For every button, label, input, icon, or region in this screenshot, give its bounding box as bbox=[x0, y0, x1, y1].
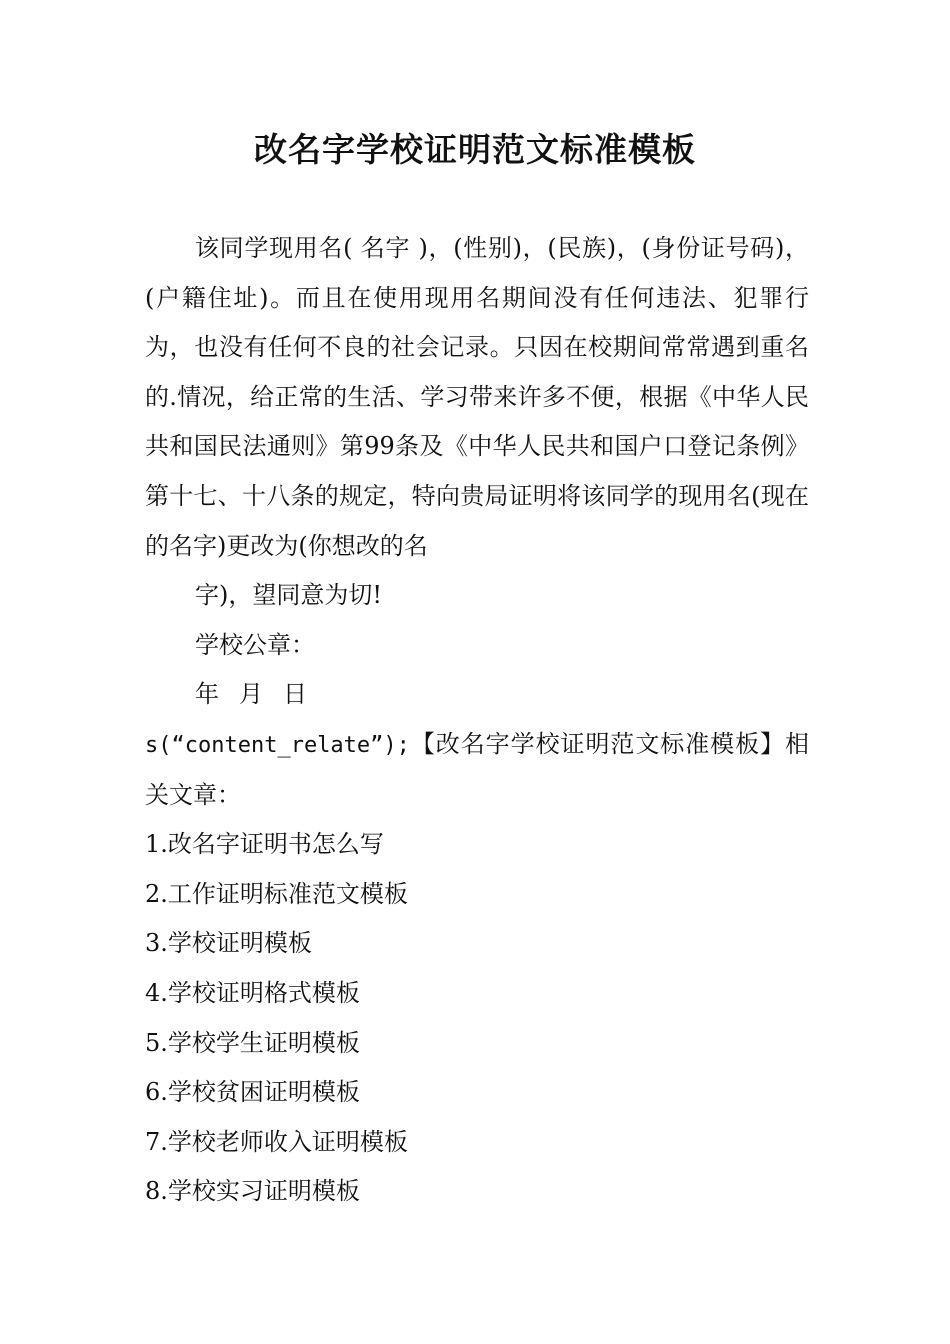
main-paragraph: 该同学现用名( 名字 )，(性别)，(民族)，(身份证号码)，(户籍住址)。而且在使用现用名期间没有任何违法、犯罪行为，也没有任何不良的社会记录。只因在校期间常常遇到重名的.情况，给正常的生活、学习带来许多不便，根据《中华人民共和国民法通则》第99条及《中华人民共和国户口登记条例》第十七、十八条的规定，特向贵局证明将该同学的现用名(现在的名字)更改为(你想改的名 bbox=[145, 234, 809, 560]
list-item[interactable]: 6.学校贫困证明模板 bbox=[145, 1078, 360, 1107]
list-item[interactable]: 8.学校实习证明模板 bbox=[145, 1177, 360, 1206]
related-articles-list bbox=[145, 820, 809, 1217]
date-day: 日 bbox=[283, 680, 307, 709]
date-month: 月 bbox=[239, 680, 263, 709]
list-item[interactable]: 2.工作证明标准范文模板 bbox=[145, 879, 408, 908]
school-seal-label: 学校公章： bbox=[195, 630, 315, 659]
list-item[interactable]: 7.学校老师收入证明模板 bbox=[145, 1127, 408, 1156]
related-code-text: s(“content_relate”); bbox=[145, 732, 410, 758]
related-header-text: 【改名字学校证明范文标准模板】相关文章： bbox=[145, 729, 809, 809]
document-body bbox=[145, 224, 809, 1217]
date-line bbox=[145, 670, 809, 720]
list-item[interactable]: 1.改名字证明书怎么写 bbox=[145, 830, 384, 859]
list-item[interactable]: 3.学校证明模板 bbox=[145, 929, 312, 958]
related-section-header bbox=[145, 720, 809, 820]
document-title: 改名字学校证明范文标准模板 bbox=[254, 130, 696, 169]
list-item[interactable]: 5.学校学生证明模板 bbox=[145, 1028, 360, 1057]
date-year: 年 bbox=[195, 680, 219, 709]
list-item[interactable]: 4.学校证明格式模板 bbox=[145, 978, 360, 1007]
paragraph-ending: 字)，望同意为切! bbox=[195, 581, 383, 610]
